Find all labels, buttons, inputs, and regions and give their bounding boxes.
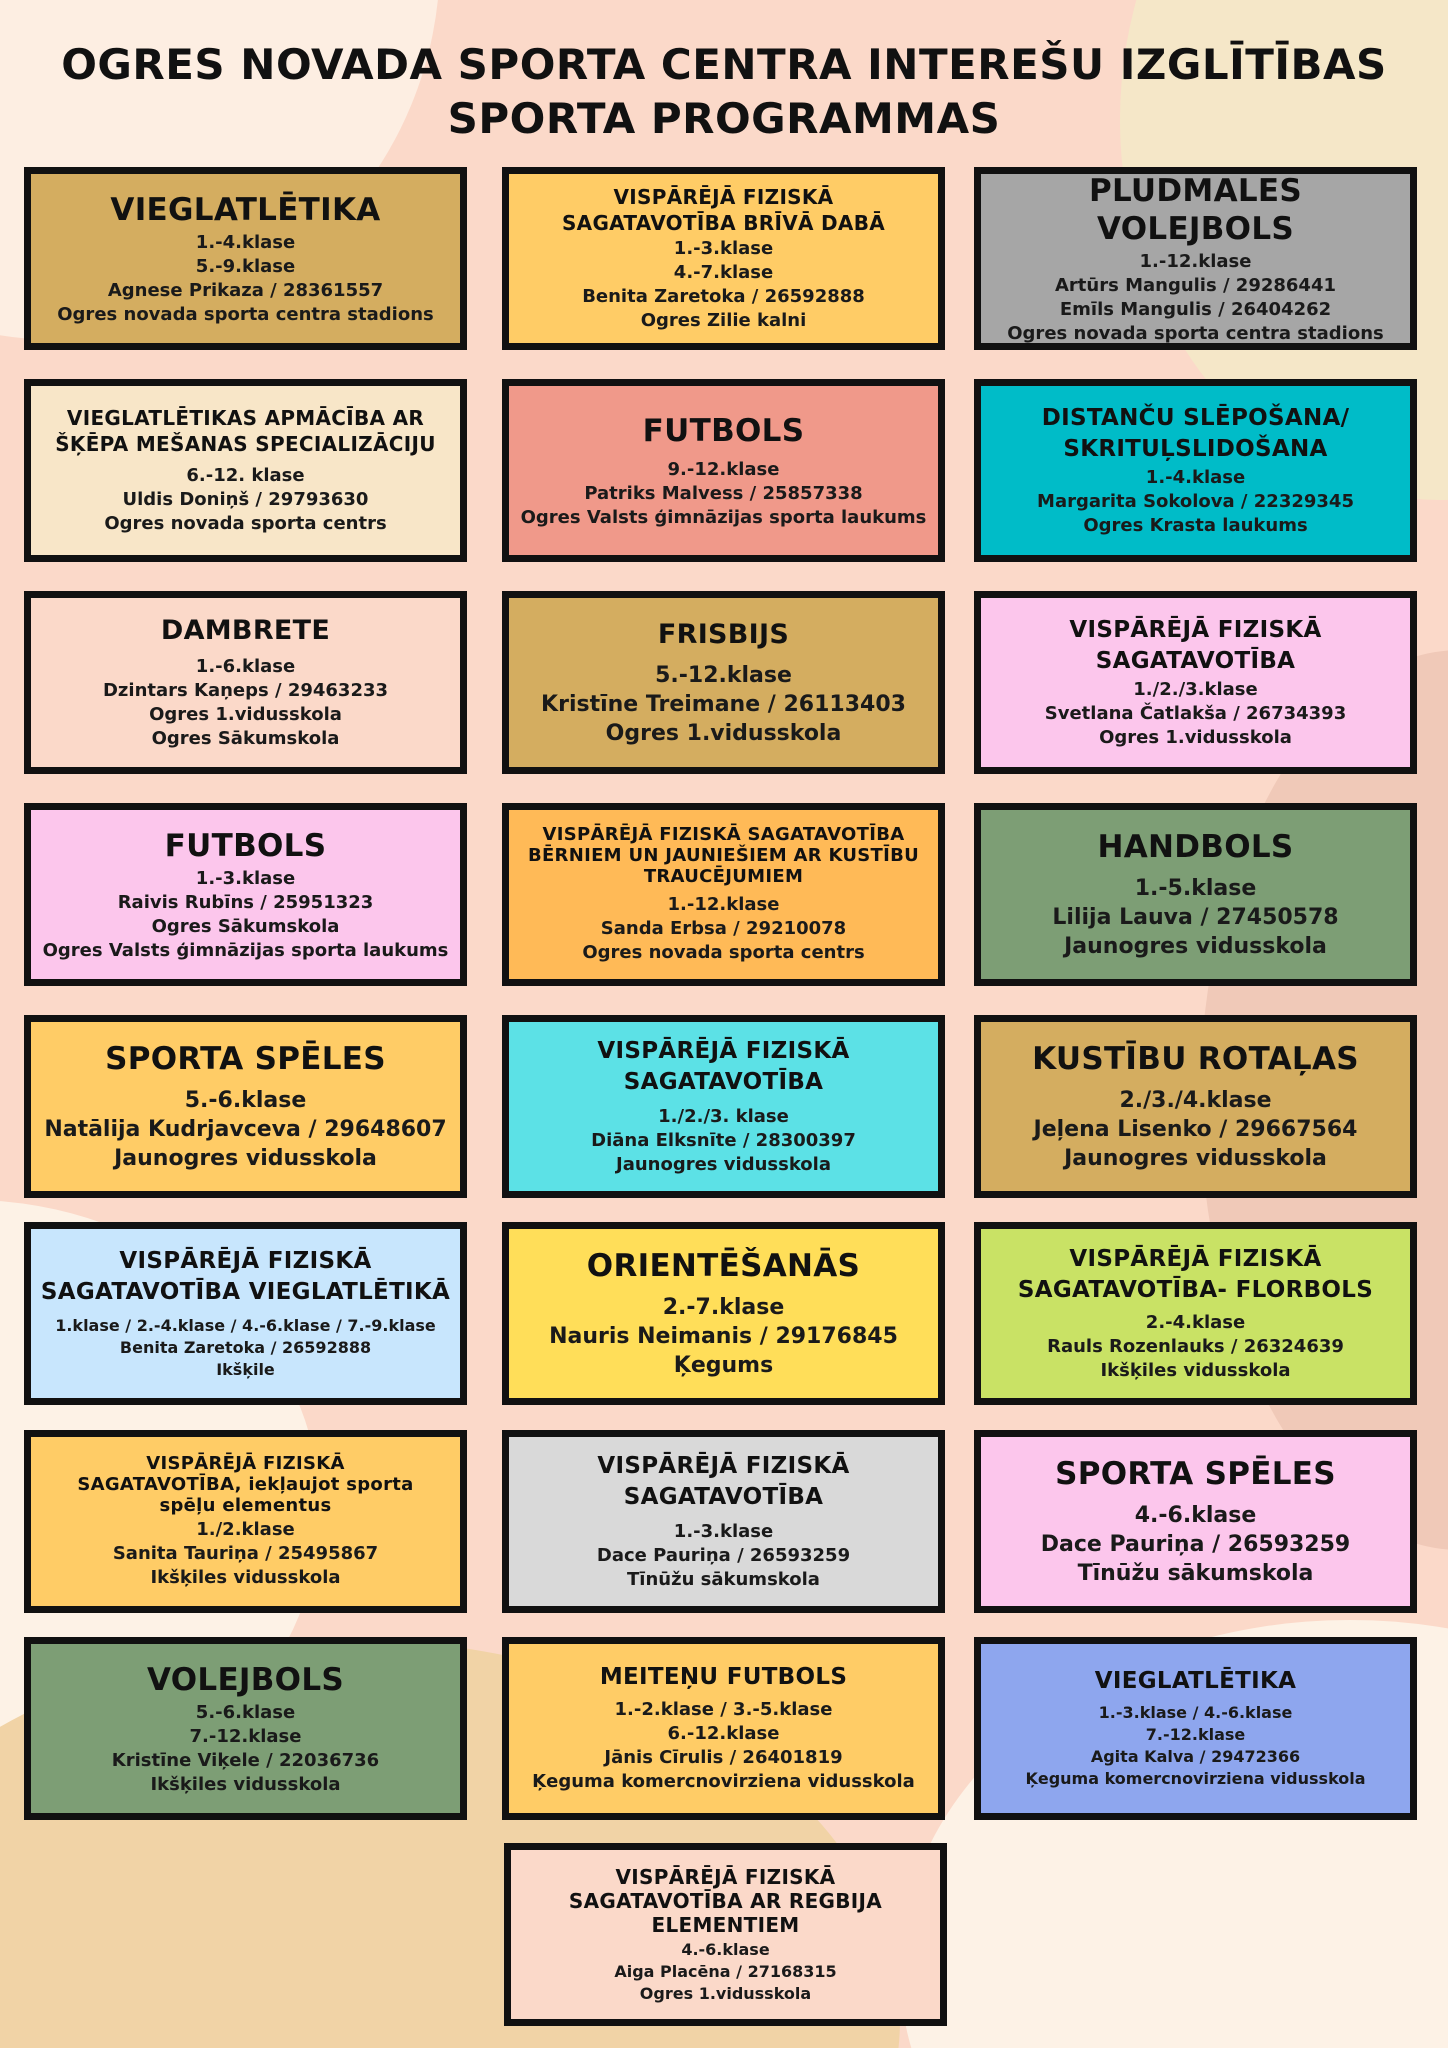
card-location: Ogres 1.vidusskola [639,1983,812,2003]
card-contact: Benita Zaretoka / 26592888 [582,285,865,307]
card-location: Ogres Valsts ģimnāzijas sporta laukums [520,506,927,528]
card-contact: Jānis Cīrulis / 26401819 [604,1747,843,1768]
card-grade: 1.-3.klase [195,867,296,889]
card-grade: 4.-6.klase [1134,1503,1257,1528]
card-grade: 2.-7.klase [662,1295,785,1320]
card-title: FRISBIJS [657,618,790,650]
card-contact: Margarita Sokolova / 22329345 [1037,490,1354,512]
card-contact: Kristīne Treimane / 26113403 [541,691,906,717]
card-location: Jaunogres vidusskola [1064,1146,1327,1171]
card-location: Ķeguma komercnovirziena vidusskola [1025,1769,1366,1788]
card-title: SAGATAVOTĪBA [623,1483,824,1510]
card-title: SAGATAVOTĪBA BRĪVĀ DABĀ [561,210,886,235]
card-title: VISPĀRĒJĀ FIZISKĀ [119,1247,372,1274]
card-location: Ogres 1.vidusskola [605,720,842,746]
card-contact: Jeļena Lisenko / 29667564 [1033,1117,1358,1142]
card-grade: 6.-12.klase [667,1723,780,1744]
card-title: KUSTĪBU ROTAĻAS [1032,1041,1359,1077]
card-grade: 6.-12. klase [186,464,305,486]
card-grade: 7.-12.klase [189,1725,302,1747]
card-title: VISPĀRĒJĀ FIZISKĀ [597,1452,850,1479]
card-grade: 1.-4.klase [1145,466,1246,488]
card-distancu-slepošana [974,379,1417,562]
card-grade: 5.-12.klase [655,662,792,688]
card-dambrete [24,591,467,774]
card-grade: 5.-9.klase [195,255,296,277]
card-contact: Uldis Doniņš / 29793630 [122,488,369,510]
card-vfs-tinuzi [502,1430,945,1613]
card-contact: Rauls Rozenlauks / 26324639 [1047,1335,1344,1357]
card-grade: 1.-12.klase [667,894,780,915]
card-contact: Sanita Tauriņa / 25495867 [112,1543,379,1564]
card-title: VISPĀRĒJĀ FIZISKĀ [146,1453,345,1474]
card-grade: 9.-12.klase [667,458,780,480]
card-grade: 2.-4.klase [1145,1311,1246,1333]
card-title: PLUDMALES VOLEJBOLS [1088,172,1303,247]
card-location: Ogres Sākumskola [151,728,340,749]
card-location: Ķegums [673,1353,774,1378]
card-contact: Dace Pauriņa / 26593259 [596,1544,851,1566]
card-sporta-speles-4-6 [974,1430,1417,1613]
card-grade: 5.-6.klase [195,1701,296,1723]
card-grade: 1.-3.klase [673,237,774,259]
card-grade: 1.klase / 2.-4.klase / 4.-6.klase / 7.-9.klase [55,1315,436,1335]
card-contact: Raivis Rubīns / 25951323 [117,891,374,913]
card-title: FUTBOLS [642,412,805,449]
card-title: VISPĀRĒJĀ FIZISKĀ SAGATAVOTĪBA [542,824,905,845]
card-contact: Dace Pauriņa / 26593259 [1040,1532,1351,1557]
card-title: SAGATAVOTĪBA, iekļaujot sporta [77,1474,414,1495]
card-grade: 4.-7.klase [673,261,774,283]
card-location: Ogres novada sporta centrs [582,942,865,963]
card-grade: 1.-5.klase [1134,876,1257,901]
card-title: VISPĀRĒJĀ FIZISKĀ [615,1864,836,1889]
card-grade: 1.-3.klase [673,1520,774,1542]
card-location: Jaunogres vidusskola [114,1146,377,1171]
card-grade: 1./2./3. klase [658,1105,789,1127]
card-contact: Agnese Prikaza / 28361557 [107,279,384,301]
card-contact: Artūrs Mangulis / 29286441 [1054,274,1336,296]
card-grade: 1.-2.klase / 3.-5.klase [614,1699,833,1720]
card-contact: Aiga Placēna / 27168315 [614,1961,837,1981]
page-title-line-1: OGRES NOVADA SPORTA CENTRA INTEREŠU IZGLĪTĪBAS [61,40,1387,89]
card-contact: Nauris Neimanis / 29176845 [549,1324,898,1349]
card-location: Ikšķiles vidusskola [150,1773,341,1795]
card-location: Jaunogres vidusskola [616,1153,831,1175]
card-location: Ķeguma komercnovirziena vidusskola [532,1771,915,1792]
card-location: Jaunogres vidusskola [1064,934,1327,959]
card-title: BĒRNIEM UN JAUNIEŠIEM AR KUSTĪBU [527,845,920,866]
card-grade: 7.-12.klase [1145,1725,1246,1744]
card-location: Ogres novada sporta centrs [104,512,387,534]
card-location: Ogres Valsts ģimnāzijas sporta laukums [42,939,449,961]
card-vfs-jaunogre [502,1015,945,1198]
card-title: spēļu elementus [159,1495,332,1516]
card-contact: Emīls Mangulis / 26404262 [1059,298,1332,320]
card-location: Ogres 1.vidusskola [1099,726,1292,748]
page-title [0,38,1448,146]
card-title: VIEGLATLĒTIKA [1094,1668,1297,1694]
card-location: Ogres 1.vidusskola [149,704,342,725]
card-title: ORIENTĒŠANĀS [586,1248,861,1284]
card-vfs-florbols [974,1222,1417,1405]
card-title: SAGATAVOTĪBA VIEGLATLĒTIKĀ [40,1278,451,1305]
card-title: VISPĀRĒJĀ FIZISKĀ [1069,1245,1322,1272]
card-title: SPORTA SPĒLES [1055,1456,1336,1492]
card-contact: Dzintars Kaņeps / 29463233 [102,680,389,701]
card-futbols-9-12 [502,379,945,562]
card-location: Ogres Zilie kalni [640,309,807,331]
card-title: ELEMENTIEM [651,1912,800,1937]
card-title: VISPĀRĒJĀ FIZISKĀ [1069,616,1322,643]
card-title: FUTBOLS [164,827,327,864]
card-title: DISTANČU SLĒPOŠANA/ [1041,404,1350,431]
card-title: SAGATAVOTĪBA [623,1068,824,1095]
card-title: DAMBRETE [160,615,331,646]
card-vfs-regbijs [504,1843,947,2026]
card-title: SAGATAVOTĪBA [1095,647,1296,674]
card-title: SAGATAVOTĪBA AR REGBIJA [568,1888,883,1913]
card-contact: Benita Zaretoka / 26592888 [119,1337,372,1357]
card-pludmales-volejbols [974,167,1417,350]
card-grade: 1./2./3.klase [1133,678,1258,700]
card-title: SKRITUĻSLIDOŠANA [1063,435,1328,462]
card-handbols [974,803,1417,986]
card-contact: Patriks Malvess / 25857338 [584,482,863,504]
card-location: Ogres Sākumskola [151,915,340,937]
card-meitenu-futbols [502,1637,945,1820]
card-sporta-speles-5-6 [24,1015,467,1198]
card-volejbols [24,1637,467,1820]
card-title: VISPĀRĒJĀ FIZISKĀ [597,1037,850,1064]
card-vfs-vieglatletika [24,1222,467,1405]
card-grade: 1.-6.klase [195,656,296,677]
card-grade: 4.-6.klase [681,1939,770,1959]
card-title: SAGATAVOTĪBA- FLORBOLS [1017,1276,1374,1303]
card-contact: Natālija Kudrjavceva / 29648607 [44,1117,447,1142]
card-contact: Sanda Erbsa / 29210078 [600,918,847,939]
card-grade: 1./2.klase [196,1519,295,1540]
card-title: VISPĀRĒJĀ FIZISKĀ [613,184,834,209]
card-skepa-mesana [24,379,467,562]
card-grade: 2./3./4.klase [1119,1088,1272,1113]
card-location: Ogres novada sporta centra stadions [1007,322,1384,344]
card-grade: 1.-12.klase [1139,250,1252,272]
card-kustibu-rotalas [974,1015,1417,1198]
card-grade: 1.-3.klase / 4.-6.klase [1098,1703,1293,1722]
card-contact: Svetlana Čatlakša / 26734393 [1044,702,1347,724]
card-title: TRAUCĒJUMIEM [643,866,804,887]
card-location: Ikšķiles vidusskola [150,1567,341,1588]
page-title-line-2: SPORTA PROGRAMMAS [447,94,1001,143]
card-location: Tīnūžu sākumskola [627,1568,820,1590]
card-title: MEITEŅU FUTBOLS [599,1664,848,1690]
card-vfs-kustibu-traucejumi [502,803,945,986]
card-vfs-ogres-1 [974,591,1417,774]
card-grade: 1.-4.klase [195,231,296,253]
card-vieglatletika-kegums [974,1637,1417,1820]
card-title: VIEGLATLĒTIKAS APMĀCĪBA AR [66,405,425,430]
card-vfs-sporta-spelu-elementi [24,1430,467,1613]
card-contact: Diāna Elksnīte / 28300397 [591,1129,856,1151]
card-location: Ogres Krasta laukums [1083,514,1308,536]
card-frisbijs [502,591,945,774]
card-title: HANDBOLS [1097,829,1294,865]
card-title: SPORTA SPĒLES [105,1041,386,1077]
card-futbols-1-3 [24,803,467,986]
card-orientesanas [502,1222,945,1405]
card-title: VIEGLATLĒTIKA [110,191,381,228]
card-location: Ikšķiles vidusskola [1100,1359,1291,1381]
card-location: Ikšķile [216,1359,275,1379]
card-title: VOLEJBOLS [146,1661,345,1698]
card-location: Ogres novada sporta centra stadions [57,303,434,325]
card-contact: Agita Kalva / 29472366 [1090,1747,1301,1766]
card-title: ŠĶĒPA MEŠANAS SPECIALIZĀCIJU [55,431,436,456]
card-vfs-briva-daba [502,167,945,350]
card-contact: Lilija Lauva / 27450578 [1052,905,1339,930]
card-contact: Kristīne Viķele / 22036736 [111,1749,380,1771]
card-grade: 5.-6.klase [184,1088,307,1113]
card-vieglatletika [24,167,467,350]
card-location: Tīnūžu sākumskola [1077,1561,1314,1586]
